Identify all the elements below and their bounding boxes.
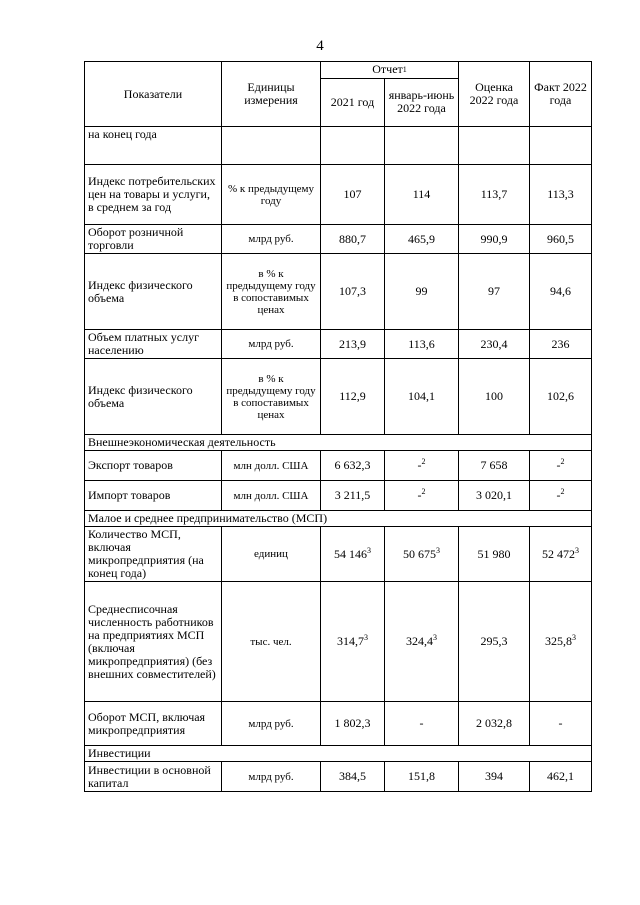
footnote-mark: 3: [575, 545, 580, 555]
indicator-name: Импорт товаров: [85, 481, 222, 511]
value-estimate-2022: 3 020,1: [459, 481, 530, 511]
value-2021: 107,3: [321, 254, 385, 330]
value-fact-2022: -: [530, 702, 592, 746]
value-2021: 3 211,5: [321, 481, 385, 511]
value-fact-2022: -$^2$: [530, 451, 592, 481]
value-h1-2022: -: [385, 702, 459, 746]
value-2021: 880,7: [321, 225, 385, 254]
value-2021: 314,7$^3$: [321, 582, 385, 702]
table-row: [85, 762, 592, 792]
header-h1-2022: январь-июнь 2022 года: [385, 78, 459, 127]
value-fact-2022: 113,3: [530, 165, 592, 225]
header-report-mark: 1: [402, 65, 407, 75]
section-row: [85, 511, 592, 527]
footnote-mark: 3: [572, 633, 577, 642]
unit-cell: % к предыдущему году: [222, 165, 321, 225]
value-estimate-2022: 2 032,8: [459, 702, 530, 746]
value-estimate-2022: 394: [459, 762, 530, 792]
table-row: [85, 254, 592, 330]
value-2021: 1 802,3: [321, 702, 385, 746]
value-h1-2022: 324,4$^3$: [385, 582, 459, 702]
value-estimate-2022: [459, 127, 530, 165]
value-fact-2022: -$^2$: [530, 481, 592, 511]
unit-cell: млрд руб.: [222, 762, 321, 792]
value-fact-2022: 236: [530, 330, 592, 359]
unit-cell: в % к предыдущему году в сопоставимых ценах: [222, 254, 321, 330]
indicator-name: Оборот МСП, включая микропредприятия: [85, 702, 222, 746]
section-title: Инвестиции: [85, 746, 592, 762]
value-h1-2022: 151,8: [385, 762, 459, 792]
section-row: [85, 746, 592, 762]
indicator-name: Инвестиции в основной капитал: [85, 762, 222, 792]
indicator-name: Индекс физического объема: [85, 359, 222, 435]
table-row: [85, 702, 592, 746]
report-table-body: [85, 127, 592, 792]
section-title: Внешнеэкономическая деятельность: [85, 435, 592, 451]
header-indicator: Показатели: [85, 62, 222, 127]
indicator-name: Среднесписочная численность работников на предприятиях МСП (включая микропредприятия) (без внешних совместителей): [85, 582, 222, 702]
footnote-mark: 3: [436, 545, 440, 555]
indicator-name: на конец года: [85, 127, 222, 165]
indicator-name: Экспорт товаров: [85, 451, 222, 481]
value-fact-2022: 462,1: [530, 762, 592, 792]
value-estimate-2022: 295,3: [459, 582, 530, 702]
value-2021: 213,9: [321, 330, 385, 359]
value-h1-2022: 104,1: [385, 359, 459, 435]
indicator-name: Объем платных услуг населению: [85, 330, 222, 359]
value-fact-2022: 52 $472^3$: [530, 527, 592, 582]
value-estimate-2022: 51 980: [459, 527, 530, 582]
section-title: Малое и среднее предпринимательство (МСП): [85, 511, 592, 527]
indicator-name: Оборот розничной торговли: [85, 225, 222, 254]
value-h1-2022: 99: [385, 254, 459, 330]
value-2021: 112,9: [321, 359, 385, 435]
unit-cell: млрд руб.: [222, 702, 321, 746]
footnote-mark: 3: [367, 545, 371, 555]
value-fact-2022: 325,8$^3$: [530, 582, 592, 702]
indicator-name: Индекс физического объема: [85, 254, 222, 330]
table-row: [85, 330, 592, 359]
footnote-mark: 2: [560, 487, 565, 496]
unit-cell: млрд руб.: [222, 225, 321, 254]
value-h1-2022: [385, 127, 459, 165]
report-table: [84, 61, 592, 792]
unit-cell: млн долл. США: [222, 451, 321, 481]
value-2021: 384,5: [321, 762, 385, 792]
table-row: [85, 165, 592, 225]
table-row: [85, 527, 592, 582]
indicator-name: Индекс потребительских цен на товары и услуги, в среднем за год: [85, 165, 222, 225]
indicator-name: Количество МСП, включая микропредприятия (на конец года): [85, 527, 222, 582]
footnote-mark: 2: [421, 457, 426, 466]
page-number: 4: [316, 38, 324, 54]
value-estimate-2022: 7 658: [459, 451, 530, 481]
table-row: [85, 582, 592, 702]
table-row: [85, 359, 592, 435]
footnote-mark: 3: [433, 633, 437, 642]
unit-cell: тыс. чел.: [222, 582, 321, 702]
value-fact-2022: 102,6: [530, 359, 592, 435]
value-estimate-2022: 990,9: [459, 225, 530, 254]
value-2021: 54 $146^3$: [321, 527, 385, 582]
value-h1-2022: -$^2$: [385, 451, 459, 481]
section-row: [85, 435, 592, 451]
footnote-mark: 2: [421, 487, 426, 496]
footnote-mark: 2: [560, 457, 565, 466]
footnote-mark: 3: [364, 633, 368, 642]
value-h1-2022: 114: [385, 165, 459, 225]
value-2021: 6 632,3: [321, 451, 385, 481]
table-row: [85, 225, 592, 254]
value-estimate-2022: 113,7: [459, 165, 530, 225]
value-2021: 107: [321, 165, 385, 225]
value-h1-2022: 113,6: [385, 330, 459, 359]
header-report: Отчет$^1$: [321, 62, 459, 79]
header-fact: Факт 2022 года: [530, 62, 592, 127]
value-estimate-2022: 97: [459, 254, 530, 330]
unit-cell: [222, 127, 321, 165]
value-fact-2022: [530, 127, 592, 165]
header-estimate: Оценка 2022 года: [459, 62, 530, 127]
unit-cell: в % к предыдущему году в сопоставимых ценах: [222, 359, 321, 435]
value-h1-2022: -$^2$: [385, 481, 459, 511]
table-row: [85, 481, 592, 511]
value-h1-2022: 50 $675^3$: [385, 527, 459, 582]
value-2021: [321, 127, 385, 165]
value-fact-2022: 960,5: [530, 225, 592, 254]
table-row: [85, 127, 592, 165]
value-estimate-2022: 100: [459, 359, 530, 435]
value-h1-2022: 465,9: [385, 225, 459, 254]
header-2021: 2021 год: [321, 78, 385, 127]
table-row: [85, 451, 592, 481]
unit-cell: млрд руб.: [222, 330, 321, 359]
unit-cell: единиц: [222, 527, 321, 582]
unit-cell: млн долл. США: [222, 481, 321, 511]
value-estimate-2022: 230,4: [459, 330, 530, 359]
value-fact-2022: 94,6: [530, 254, 592, 330]
header-unit: Единицы измерения: [222, 62, 321, 127]
